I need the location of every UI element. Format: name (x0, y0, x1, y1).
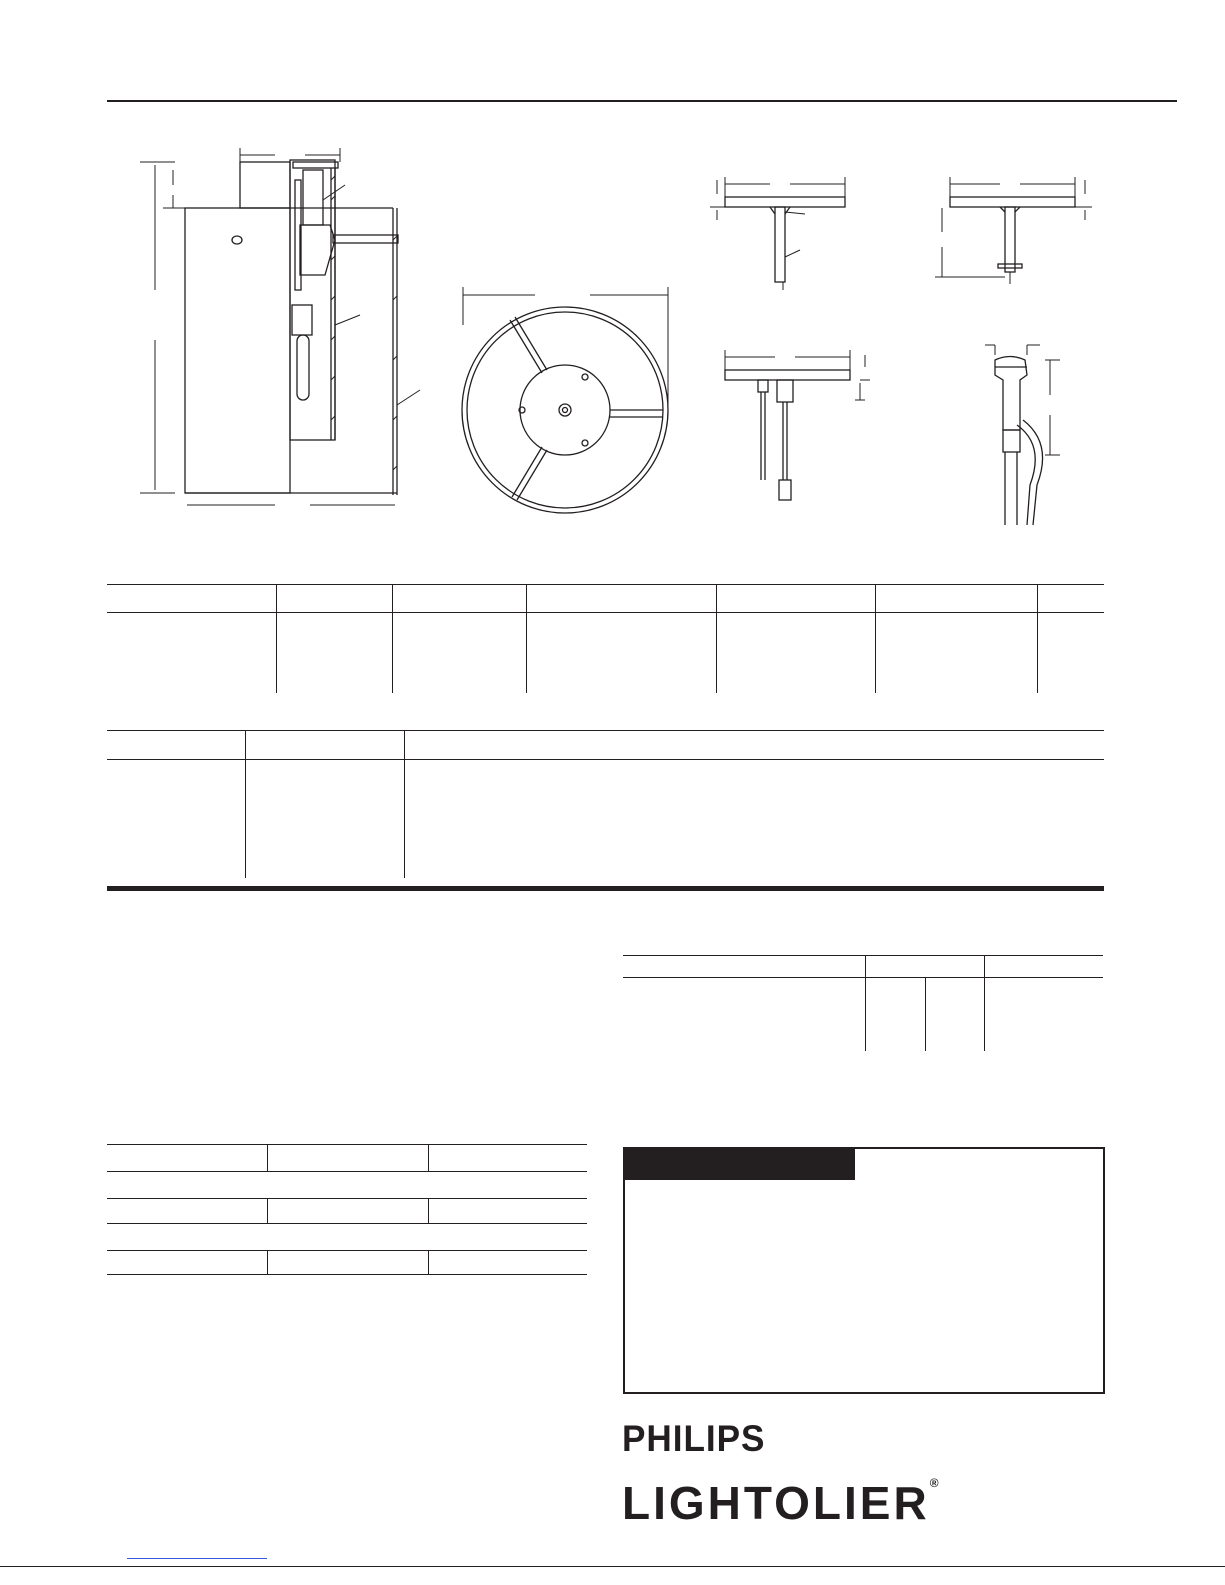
bottom-rule (0, 1566, 1225, 1567)
stem-detail-1 (705, 172, 855, 292)
cord-detail (705, 345, 865, 510)
section-divider (107, 886, 1104, 891)
note-box (623, 1147, 1105, 1394)
note-box-header-bar (625, 1149, 855, 1180)
lightolier-logo (622, 1476, 942, 1530)
philips-logo: PHILIPS (622, 1418, 766, 1459)
cord-grip-detail (975, 335, 1075, 530)
stem-detail-2 (930, 172, 1100, 292)
footer-link[interactable] (127, 1558, 267, 1559)
trim-plan-drawing (450, 285, 680, 525)
registered-mark: ® (929, 1476, 942, 1490)
fixture-section-drawing (135, 140, 435, 520)
top-rule (107, 100, 1177, 102)
lightolier-wordmark: LIGHTOLIER (622, 1477, 930, 1529)
